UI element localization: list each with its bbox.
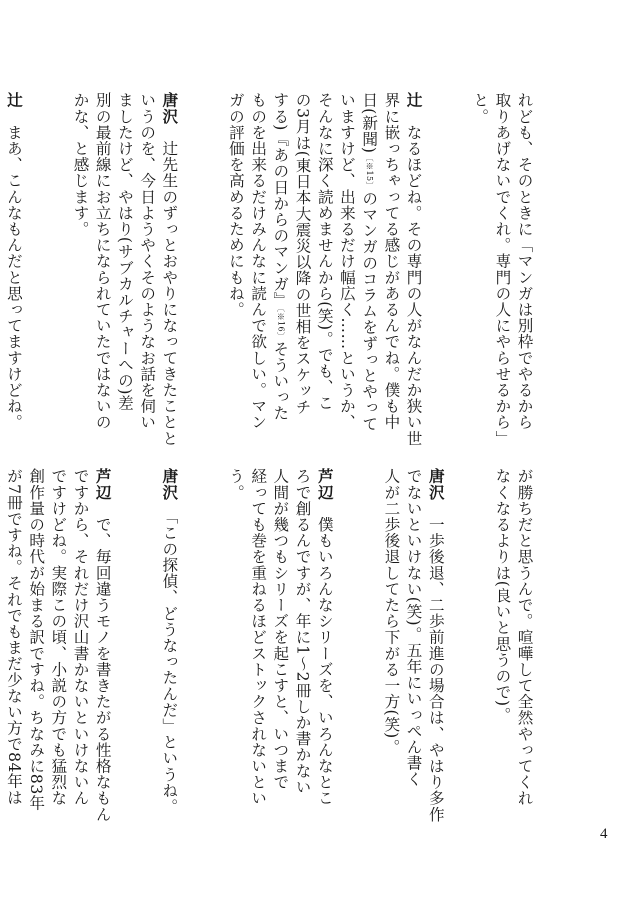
speaker-label: 唐沢 bbox=[160, 92, 180, 125]
paragraph bbox=[225, 92, 425, 447]
paragraph-text: 僕もいろんなシリーズを、いろんなとこ ろで創るんですが、年に1〜2冊しか書かない 人間が幾つもシリーズを起こすと、いつまで 経っても巻を重ねるほどストックされないとい う。 bbox=[226, 468, 334, 807]
speaker-label: 辻 bbox=[404, 92, 424, 109]
paragraph bbox=[158, 468, 180, 815]
paragraph-text: まあ、こんなもんだと思ってますけどね。 bbox=[4, 108, 23, 431]
upper-text-block bbox=[4, 92, 580, 447]
paragraph bbox=[469, 92, 536, 447]
paragraph-text: のマンガのコラムをずっとやって いますけど、出来るだけ幅広く……というか、 そんなに深く読めませんから(笑)。でも、こ の3月は(東日本大震災以降の世相をスケッチ する)『あの日からのマンガ』 bbox=[271, 92, 379, 432]
paragraph-text: 「この探偵、どうなったんだ」というね。 bbox=[160, 500, 179, 815]
footnote-marker: 〔※15〕 bbox=[365, 153, 375, 191]
paragraph bbox=[3, 92, 25, 434]
page-number: 4 bbox=[600, 826, 608, 842]
paragraph-text: れども、そのときに「マンガは別枠でやるから 取りあげないでくれ。専門の人にやらせるから」 と。 bbox=[471, 92, 534, 447]
lower-text-block bbox=[4, 468, 580, 823]
paragraph bbox=[491, 468, 535, 812]
speaker-label: 芦辺 bbox=[315, 468, 335, 501]
paragraph bbox=[69, 92, 180, 447]
paragraph-text: そういった ものを出来るだけみんなに読んで欲しい。マン ガの評価を高めるためにもね。 bbox=[226, 92, 290, 431]
speaker-label: 唐沢 bbox=[160, 468, 180, 501]
paragraph bbox=[380, 468, 447, 823]
paragraph bbox=[0, 468, 114, 823]
speaker-label: 芦辺 bbox=[93, 468, 113, 501]
paragraph-text: 辻先生のずっとおやりになってきたことと いうのを、今日ようやくそのようなお話を伺い ましたけど、やはり(サブカルチャーへの)差 別の最前線にお立ちになられていたではないの かな、と感じます。 bbox=[71, 92, 179, 447]
paragraph-text: で、毎回違うモノを書きたがる性格なもん ですから、それだけ沢山書かないといけないん ですけどね。実際この頃、小説の方でも猛烈な 創作量の時代が始まる訳ですね。ちなみに83年 が7冊ですね。それでもまだ少ない方で84年は bbox=[4, 468, 112, 823]
footnote-marker: 〔※16〕 bbox=[276, 307, 286, 341]
speaker-label: 唐沢 bbox=[426, 468, 446, 501]
paragraph-text: 一歩後退、二歩前進の場合は、やはり多作 でないといけない(笑)。五年にいっぺん書く 人が二歩後退してたら下がる一方(笑)。 bbox=[382, 468, 445, 823]
paragraph-text: が勝ちだと思うんで。喧嘩して全然やってくれ なくなるよりは(良いと思うので)。 bbox=[493, 468, 534, 807]
paragraph-text: なるほどね。その専門の人がなんだか狭い世 界に嵌っちゃってる感じがあるんでね。僕も中 日(新聞) bbox=[360, 92, 423, 447]
paragraph bbox=[225, 468, 336, 812]
speaker-label: 辻 bbox=[4, 92, 24, 109]
